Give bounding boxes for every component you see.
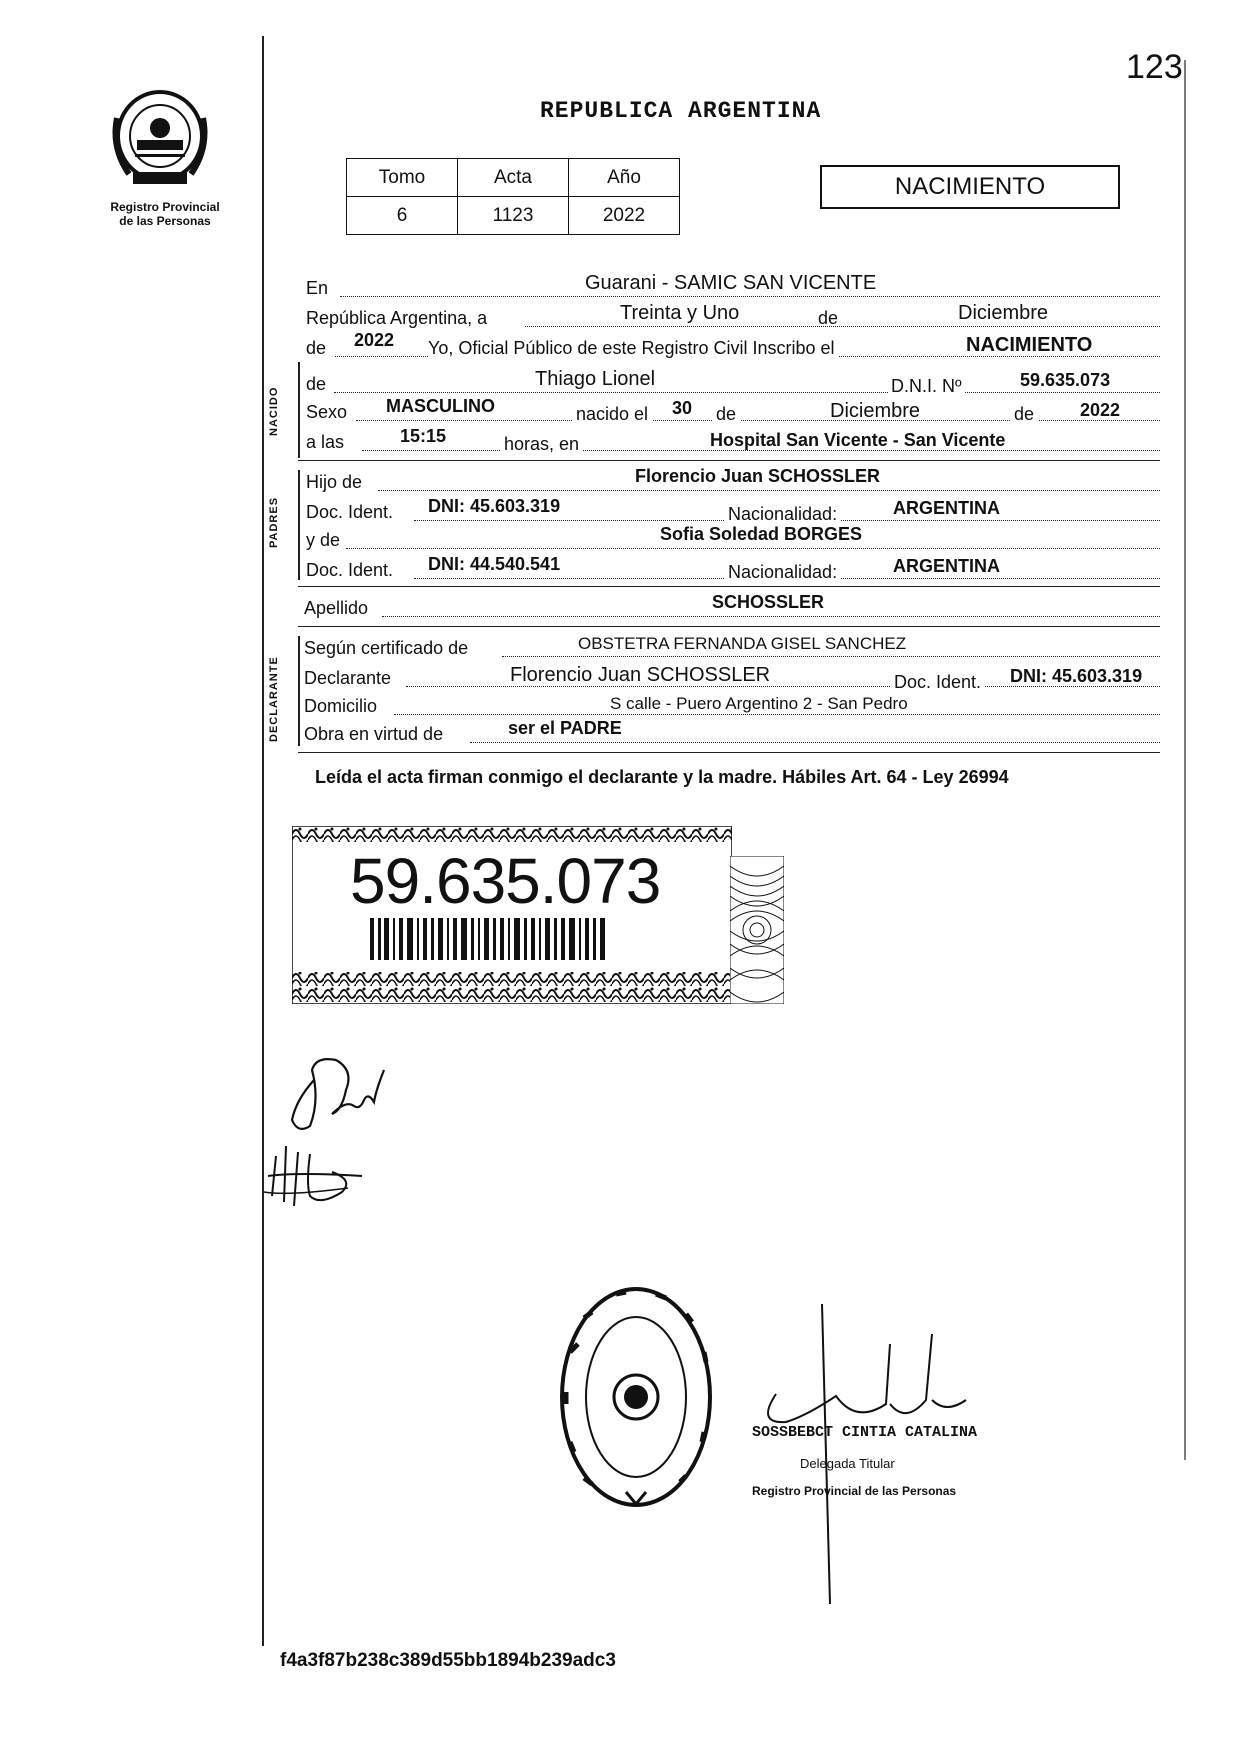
- month-value: Diciembre: [958, 302, 1049, 324]
- barcode: [370, 918, 610, 960]
- event-value: NACIMIENTO: [966, 334, 1093, 356]
- label-nacionalidad-mother: Nacionalidad:: [724, 562, 841, 583]
- right-margin-line: [1184, 60, 1186, 1460]
- label-hijo-de: Hijo de: [306, 472, 363, 492]
- section-bracket: [298, 636, 300, 746]
- declarant-value: Florencio Juan SCHOSSLER: [510, 664, 771, 686]
- official-title: Delegada Titular: [800, 1456, 895, 1471]
- father-value: Florencio Juan SCHOSSLER: [635, 466, 881, 486]
- section-separator: [298, 752, 1160, 753]
- document-title: REPUBLICA ARGENTINA: [540, 98, 822, 124]
- label-doc-ident-declarant: Doc. Ident.: [890, 672, 985, 693]
- registry-value-acta: 1123: [458, 197, 569, 235]
- registry-header-ano: Año: [569, 159, 680, 197]
- label-republica: República Argentina, a: [306, 308, 488, 328]
- label-nacionalidad-father: Nacionalidad:: [724, 504, 841, 525]
- registry-header-acta: Acta: [458, 159, 569, 197]
- sex-value: MASCULINO: [386, 396, 495, 416]
- declarant-doc-value: DNI: 45.603.319: [1010, 666, 1143, 686]
- label-sexo: Sexo: [306, 402, 348, 422]
- label-de-month: de: [712, 404, 740, 425]
- side-label-padres: PADRES: [268, 496, 280, 548]
- dotted-line: [382, 616, 1160, 617]
- dotted-line: [394, 714, 1160, 715]
- label-domicilio: Domicilio: [304, 696, 378, 716]
- label-doc-ident-father: Doc. Ident.: [306, 502, 394, 522]
- registry-value-ano: 2022: [569, 197, 680, 235]
- capacity-value: ser el PADRE: [508, 718, 622, 738]
- label-dni: D.N.I. Nº: [888, 376, 965, 397]
- official-office: Registro Provincial de las Personas: [752, 1484, 957, 1498]
- left-margin-line: [262, 36, 264, 1646]
- child-dni-value: 59.635.073: [1020, 370, 1111, 390]
- label-de-child: de: [306, 374, 327, 394]
- dotted-line: [470, 742, 1160, 743]
- birth-time-value: 15:15: [400, 426, 447, 446]
- dotted-line: [502, 656, 1160, 657]
- dotted-line: [525, 326, 1160, 327]
- closing-note: Leída el acta firman conmigo el declarante y la madre. Hábiles Art. 64 - Ley 26994: [315, 767, 1009, 787]
- organization-label: Registro Provincial de las Personas: [110, 200, 220, 228]
- label-de: de: [818, 308, 839, 328]
- label-apellido: Apellido: [304, 598, 369, 618]
- hologram-patch: [730, 856, 784, 1004]
- official-name: SOSSBEBCT CINTIA CATALINA: [752, 1424, 978, 1441]
- section-bracket: [298, 470, 300, 580]
- label-horas-en: horas, en: [500, 434, 583, 455]
- dotted-line: [346, 548, 1160, 549]
- label-declarante: Declarante: [304, 668, 392, 688]
- section-separator: [298, 586, 1160, 587]
- dni-number: 59.635.073: [350, 845, 661, 917]
- birth-year-value: 2022: [1080, 400, 1121, 420]
- label-yo: Yo, Oficial Público de este Registro Civil Inscribo el: [428, 338, 839, 359]
- page-number: 123: [1126, 48, 1183, 86]
- side-label-declarante: DECLARANTE: [268, 656, 280, 742]
- label-doc-ident-mother: Doc. Ident.: [306, 560, 394, 580]
- birth-day-value: 30: [672, 398, 693, 418]
- province-logo: [105, 78, 215, 188]
- official-signature: [756, 1304, 996, 1604]
- registry-table: [346, 158, 680, 235]
- father-nat-value: ARGENTINA: [893, 498, 1000, 518]
- place-value: Guarani - SAMIC SAN VICENTE: [585, 272, 877, 294]
- birth-place-value: Hospital San Vicente - San Vicente: [710, 430, 1006, 450]
- side-label-nacido: NACIDO: [268, 386, 280, 436]
- label-a-las: a las: [306, 432, 345, 452]
- official-seal: [556, 1282, 716, 1512]
- registry-header-tomo: Tomo: [347, 159, 458, 197]
- section-separator: [298, 460, 1160, 461]
- child-name-value: Thiago Lionel: [535, 368, 656, 390]
- mother-nat-value: ARGENTINA: [893, 556, 1000, 576]
- father-doc-value: DNI: 45.603.319: [428, 496, 561, 516]
- dotted-line: [356, 420, 1160, 421]
- label-en: En: [306, 278, 329, 298]
- surname-value: SCHOSSLER: [712, 592, 825, 612]
- label-segun: Según certificado de: [304, 638, 469, 658]
- section-separator: [298, 626, 1160, 627]
- dni-sticker: [292, 826, 732, 1004]
- label-nacido-el: nacido el: [572, 404, 652, 425]
- organization-name: [80, 200, 250, 228]
- mother-doc-value: DNI: 44.540.541: [428, 554, 561, 574]
- signature-mother: [276, 1040, 396, 1140]
- year-value: 2022: [354, 330, 395, 350]
- document-hash: f4a3f87b238c389d55bb1894b239adc3: [280, 1650, 616, 1671]
- section-bracket: [298, 362, 300, 458]
- label-obra: Obra en virtud de: [304, 724, 444, 744]
- mother-value: Sofia Soledad BORGES: [660, 524, 863, 544]
- signature-declarant: [258, 1136, 368, 1216]
- label-y-de: y de: [306, 530, 341, 550]
- address-value: S calle - Puero Argentino 2 - San Pedro: [610, 694, 908, 713]
- day-words-value: Treinta y Uno: [620, 302, 740, 324]
- dotted-line: [340, 296, 1160, 297]
- registry-value-tomo: 6: [347, 197, 458, 235]
- label-de-year: de: [306, 338, 327, 358]
- record-type-box: NACIMIENTO: [820, 165, 1120, 209]
- dotted-line: [334, 392, 1160, 393]
- certificate-value: OBSTETRA FERNANDA GISEL SANCHEZ: [578, 634, 907, 653]
- dotted-line: [378, 490, 1160, 491]
- label-de-year2: de: [1010, 404, 1038, 425]
- birth-month-value: Diciembre: [830, 400, 921, 422]
